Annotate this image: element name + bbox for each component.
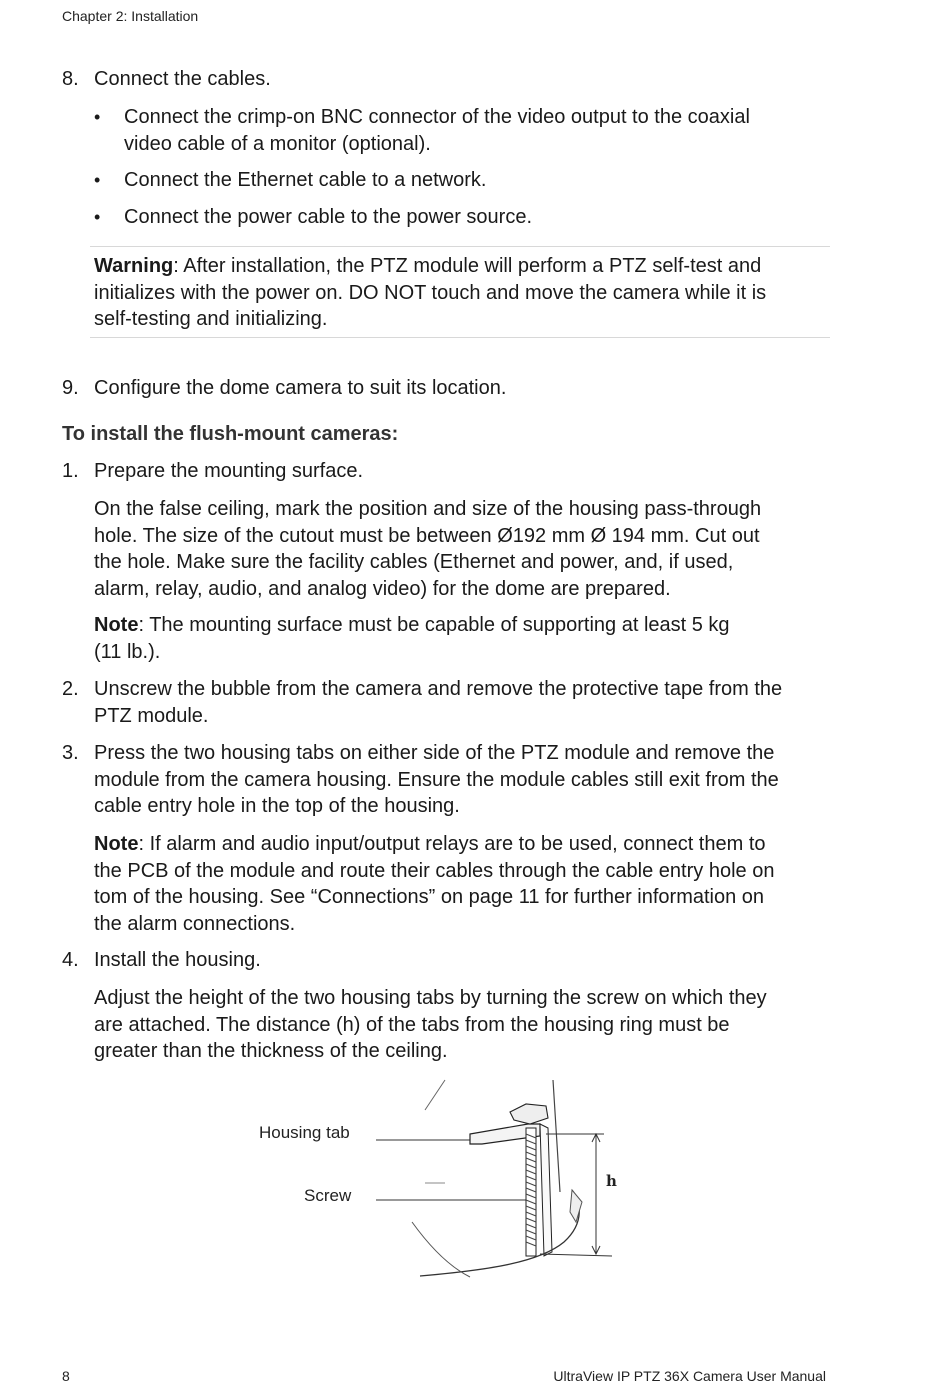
- flush-step-2-number: 2.: [62, 678, 79, 700]
- flush-step-4-title: Install the housing.: [94, 949, 261, 971]
- housing-ring-curve: [420, 1190, 579, 1276]
- warning-label: Warning: [94, 255, 174, 277]
- page-number: 8: [62, 1368, 70, 1384]
- flush-step-4-number: 4.: [62, 949, 79, 971]
- bullet-item-power: Connect the power cable to the power source.: [124, 206, 533, 228]
- bullet-symbol: •: [94, 107, 101, 127]
- flush-step-3-number: 3.: [62, 742, 79, 764]
- flush-step-3-note: Note: If alarm and audio input/output relays are to be used, connect them to the PCB of the module and route their cables through the cable entry hole on tom of the housing. See “Connections” on page 11 for further information on the alarm connections.: [94, 833, 775, 935]
- ceiling-stroke: [425, 1080, 445, 1110]
- step-9-title: Configure the dome camera to suit its location.: [94, 377, 507, 399]
- step-8-number: 8.: [62, 68, 79, 90]
- chapter-header: Chapter 2: Installation: [62, 8, 199, 24]
- step-9-number: 9.: [62, 377, 79, 399]
- note-label: Note: [94, 833, 139, 855]
- bullet-item-bnc: Connect the crimp-on BNC connector of the video output to the coaxial video cable of a monitor (optional).: [124, 106, 750, 155]
- flush-step-1-title: Prepare the mounting surface.: [94, 460, 364, 482]
- flush-step-3-text: Press the two housing tabs on either side of the PTZ module and remove the module from the camera housing. Ensure the module cables still exit from the cable entry hole in the top of the housing.: [94, 742, 779, 817]
- screw-label: Screw: [304, 1186, 352, 1205]
- bullet-item-ethernet: Connect the Ethernet cable to a network.: [124, 169, 487, 191]
- dome-outline-curve: [412, 1222, 470, 1277]
- housing-tab-diagram: [350, 1072, 640, 1287]
- warning-top-rule: [90, 246, 830, 247]
- warning-block: Warning: After installation, the PTZ module will perform a PTZ self-test and initializes with the power on. DO NOT touch and move the camera while it is self-testing and initializing.: [94, 255, 767, 330]
- step-8-title: Connect the cables.: [94, 68, 271, 90]
- section-heading: To install the flush-mount cameras:: [62, 423, 399, 445]
- height-h-label: h: [606, 1172, 617, 1190]
- bullet-symbol: •: [94, 170, 101, 190]
- dimension-bottom-line: [540, 1254, 612, 1256]
- housing-tab-label: Housing tab: [259, 1123, 350, 1142]
- tab-clip-shape: [510, 1104, 548, 1124]
- flush-step-1-body: On the false ceiling, mark the position and size of the housing pass-through hole. The size of the cutout must be between Ø192 mm Ø 194 mm. Cut out the hole. Make sure the facility cables (Ethernet and power, and, if used, alarm, relay, audio, and analog video) for the dome are prepared.: [94, 498, 762, 600]
- bullet-symbol: •: [94, 207, 101, 227]
- screw-shape: [526, 1128, 536, 1256]
- note-label: Note: [94, 614, 139, 636]
- flush-step-4-body: Adjust the height of the two housing tabs by turning the screw on which they are attached. The distance (h) of the tabs from the housing ring must be greater than the thickness of the ceiling.: [94, 987, 767, 1062]
- flush-step-1-number: 1.: [62, 460, 79, 482]
- bracket-shape: [540, 1124, 552, 1256]
- flush-step-2-text: Unscrew the bubble from the camera and remove the protective tape from the PTZ module.: [94, 678, 783, 727]
- manual-title: UltraView IP PTZ 36X Camera User Manual: [553, 1368, 826, 1384]
- housing-wall-line: [553, 1080, 560, 1192]
- warning-bottom-rule: [90, 337, 830, 338]
- flush-step-1-note: Note: The mounting surface must be capable of supporting at least 5 kg (11 lb.).: [94, 614, 730, 663]
- housing-edge-shape: [570, 1190, 582, 1222]
